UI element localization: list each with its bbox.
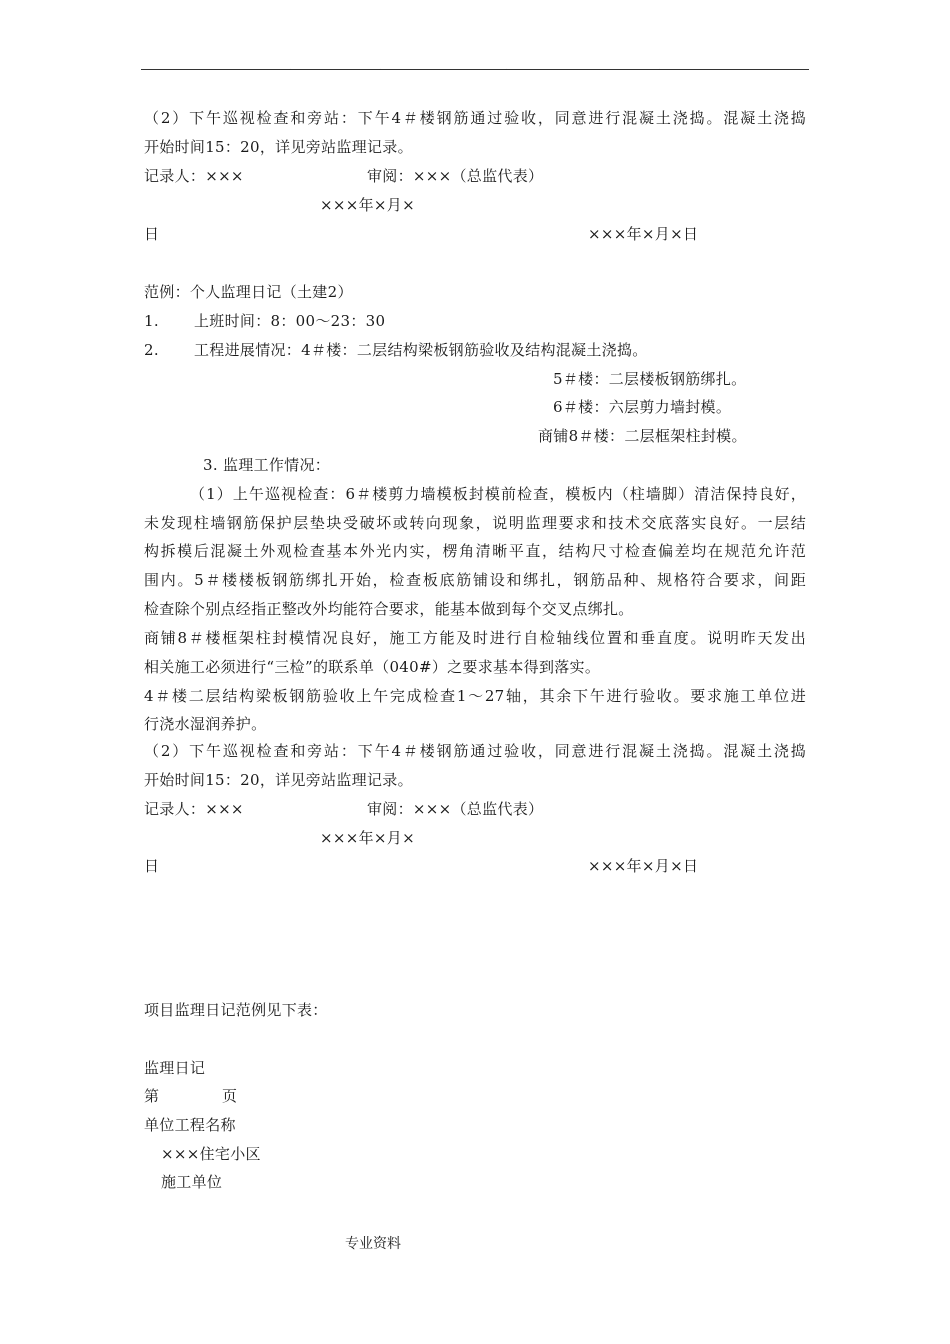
date-left: ×××年×月×: [320, 196, 415, 214]
page-footer: 专业资料: [345, 1236, 401, 1252]
header-dot: .: [379, 63, 382, 72]
page-label-ye: 页: [222, 1087, 238, 1105]
item-number: 2.: [144, 341, 159, 359]
item-number: 1.: [144, 312, 159, 330]
reviewer-label: 审阅：×××（总监代表）: [367, 800, 544, 818]
header-dot: .: [505, 63, 508, 72]
work-hours: 上班时间：8：00～23：30: [194, 312, 386, 330]
morning-inspection-line: （1）上午巡视检查：6＃楼剪力墙模板封模前检查，模板内（柱墙脚）清洁保持良好，: [190, 485, 806, 503]
progress-building-6: 6＃楼：六层剪力墙封模。: [553, 398, 732, 416]
header-rule: [141, 69, 809, 70]
building4-inspection-line: 行浇水湿润养护。: [144, 715, 267, 733]
date-left: ×××年×月×: [320, 829, 415, 847]
construction-unit-label: 施工单位: [161, 1173, 223, 1191]
unit-name-label: 单位工程名称: [144, 1116, 236, 1134]
header-dot: .: [658, 63, 661, 72]
date-left-day: 日: [144, 857, 160, 875]
afternoon-inspection-line: （2）下午巡视检查和旁站：下午4＃楼钢筋通过验收，同意进行混凝土浇捣。混凝土浇捣: [144, 109, 806, 127]
reviewer-label: 审阅：×××（总监代表）: [367, 167, 544, 185]
afternoon-inspection-line: 开始时间15：20，详见旁站监理记录。: [144, 771, 413, 789]
header-dot: .: [289, 63, 292, 72]
morning-inspection-line: 围内。5＃楼楼板钢筋绑扎开始，检查板底筋铺设和绑扎，钢筋品种、规格符合要求，间距: [144, 571, 806, 589]
date-right: ×××年×月×日: [588, 225, 699, 243]
date-right: ×××年×月×日: [588, 857, 699, 875]
unit-name-value: ×××住宅小区: [161, 1145, 261, 1163]
afternoon-inspection-line: （2）下午巡视检查和旁站：下午4＃楼钢筋通过验收，同意进行混凝土浇捣。混凝土浇捣: [144, 742, 806, 760]
progress-building-4: 工程进展情况：4＃楼：二层结构梁板钢筋验收及结构混凝土浇捣。: [194, 341, 648, 359]
recorder-label: 记录人：×××: [144, 167, 244, 185]
morning-inspection-line: 构拆模后混凝土外观检查基本外光内实，楞角清晰平直，结构尺寸检查偏差均在规范允许范: [144, 542, 806, 560]
afternoon-inspection-line: 开始时间15：20，详见旁站监理记录。: [144, 138, 413, 156]
page-label-di: 第: [144, 1087, 160, 1105]
supervision-heading: 3. 监理工作情况：: [203, 456, 331, 474]
date-left-day: 日: [144, 225, 160, 243]
progress-shop-8: 商铺8＃楼：二层框架柱封模。: [538, 427, 747, 445]
shop-inspection-line: 商铺8＃楼框架柱封模情况良好，施工方能及时进行自检轴线位置和垂直度。说明昨天发出: [144, 629, 806, 647]
example-title: 范例：个人监理日记（土建2）: [144, 283, 353, 301]
progress-building-5: 5＃楼：二层楼板钢筋绑扎。: [553, 370, 747, 388]
recorder-label: 记录人：×××: [144, 800, 244, 818]
diary-intro: 项目监理日记范例见下表：: [144, 1001, 328, 1019]
morning-inspection-line: 未发现柱墙钢筋保护层垫块受破坏或转向现象，说明监理要求和技术交底落实良好。一层结: [144, 514, 806, 532]
morning-inspection-line: 检查除个别点经指正整改外均能符合要求，能基本做到每个交叉点绑扎。: [144, 600, 634, 618]
building4-inspection-line: 4＃楼二层结构梁板钢筋验收上午完成检查1～27轴，其余下午进行验收。要求施工单位进: [144, 687, 806, 705]
shop-inspection-line: 相关施工必须进行“三检”的联系单（040#）之要求基本得到落实。: [144, 658, 601, 676]
diary-title: 监理日记: [144, 1059, 206, 1077]
